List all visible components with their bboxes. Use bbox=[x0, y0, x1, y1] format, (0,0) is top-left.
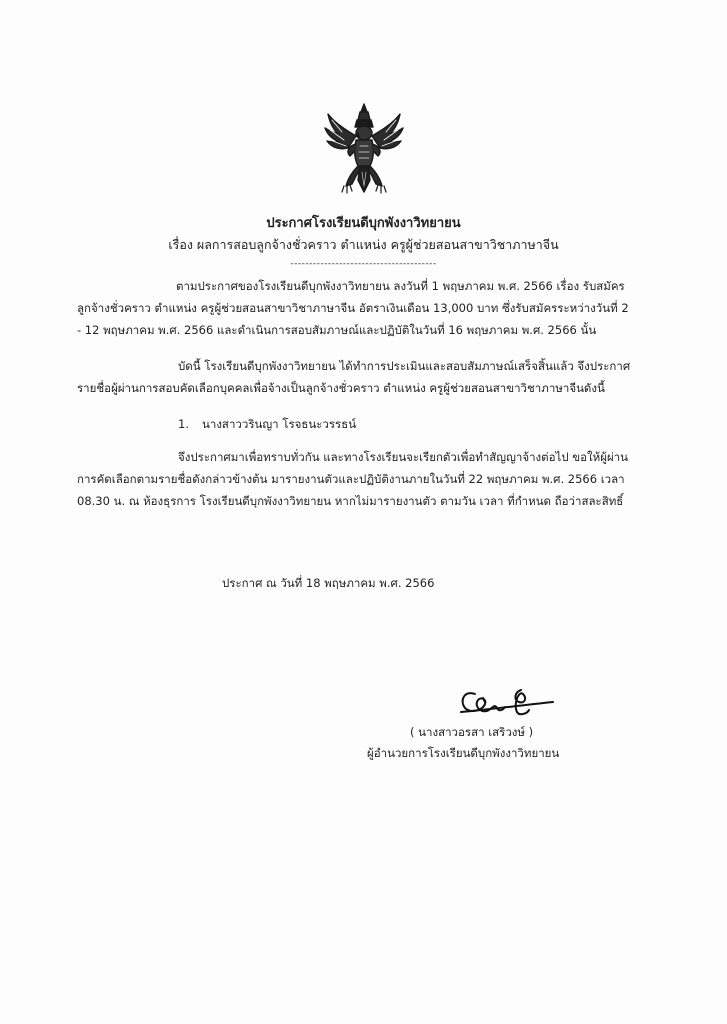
divider-line: --------------------------------------- bbox=[290, 259, 437, 269]
paragraph-1-line-3: - 12 พฤษภาคม พ.ศ. 2566 และดำเนินการสอบสัมภาษณ์และปฏิบัติในวันที่ 16 พฤษภาคม พ.ศ. 2566 นั้น bbox=[77, 323, 597, 337]
paragraph-3-line-3: 08.30 น. ณ ห้องธุรการ โรงเรียนดีบุกพังงาวิทยายน หากไม่มารายงานตัว ตามวัน เวลา ที่กำหนด ถือว่าสละสิทธิ์ bbox=[77, 494, 624, 508]
announcement-subject: เรื่อง ผลการสอบลูกจ้างชั่วคราว ตำแหน่ง ครูผู้ช่วยสอนสาขาวิชาภาษาจีน bbox=[168, 237, 559, 252]
garuda-emblem-icon bbox=[322, 100, 406, 196]
paragraph-1-line-2: ลูกจ้างชั่วคราว ตำแหน่ง ครูผู้ช่วยสอนสาขาวิชาภาษาจีน อัตราเงินเดือน 13,000 บาท ซึ่งรับสมัครระหว่างวันที่ 2 bbox=[77, 301, 629, 315]
list-item-number: 1. bbox=[178, 417, 189, 431]
paragraph-3-line-2: การคัดเลือกตามรายชื่อดังกล่าวข้างต้น มารายงานตัวและปฏิบัติงานภายในวันที่ 22 พฤษภาคม พ.ศ. 2566 เวลา bbox=[77, 472, 625, 486]
list-item bbox=[178, 414, 356, 435]
announcement-date: ประกาศ ณ วันที่ 18 พฤษภาคม พ.ศ. 2566 bbox=[222, 576, 435, 590]
signer-name: ( นางสาวอรสา เสริวงษ์ ) bbox=[410, 725, 534, 739]
handwritten-signature-icon bbox=[455, 680, 555, 722]
list-item-name: นางสาววรินญา โรจธนะวรรธน์ bbox=[202, 417, 357, 431]
paragraph-2-line-2: รายชื่อผู้ผ่านการสอบคัดเลือกบุคคลเพื่อจ้างเป็นลูกจ้างชั่วคราว ตำแหน่ง ครูผู้ช่วยสอนสาขาวิชาภาษาจีนดังนี้ bbox=[77, 381, 605, 395]
paragraph-2-line-1: บัดนี้ โรงเรียนดีบุกพังงาวิทยายน ได้ทำการประเมินและสอบสัมภาษณ์เสร็จสิ้นแล้ว จึงประกาศ bbox=[178, 359, 631, 373]
paragraph-1-line-1: ตามประกาศของโรงเรียนดีบุกพังงาวิทยายน ลงวันที่ 1 พฤษภาคม พ.ศ. 2566 เรื่อง รับสมัคร bbox=[176, 279, 625, 293]
signer-title: ผู้อำนวยการโรงเรียนดีบุกพังงาวิทยายน bbox=[367, 746, 560, 760]
paragraph-3-line-1: จึงประกาศมาเพื่อทราบทั่วกัน และทางโรงเรียนจะเรียกตัวเพื่อทำสัญญาจ้างต่อไป ขอให้ผู้ผ่าน bbox=[178, 450, 629, 464]
announcement-title: ประกาศโรงเรียนดีบุกพังงาวิทยายน bbox=[266, 216, 461, 231]
